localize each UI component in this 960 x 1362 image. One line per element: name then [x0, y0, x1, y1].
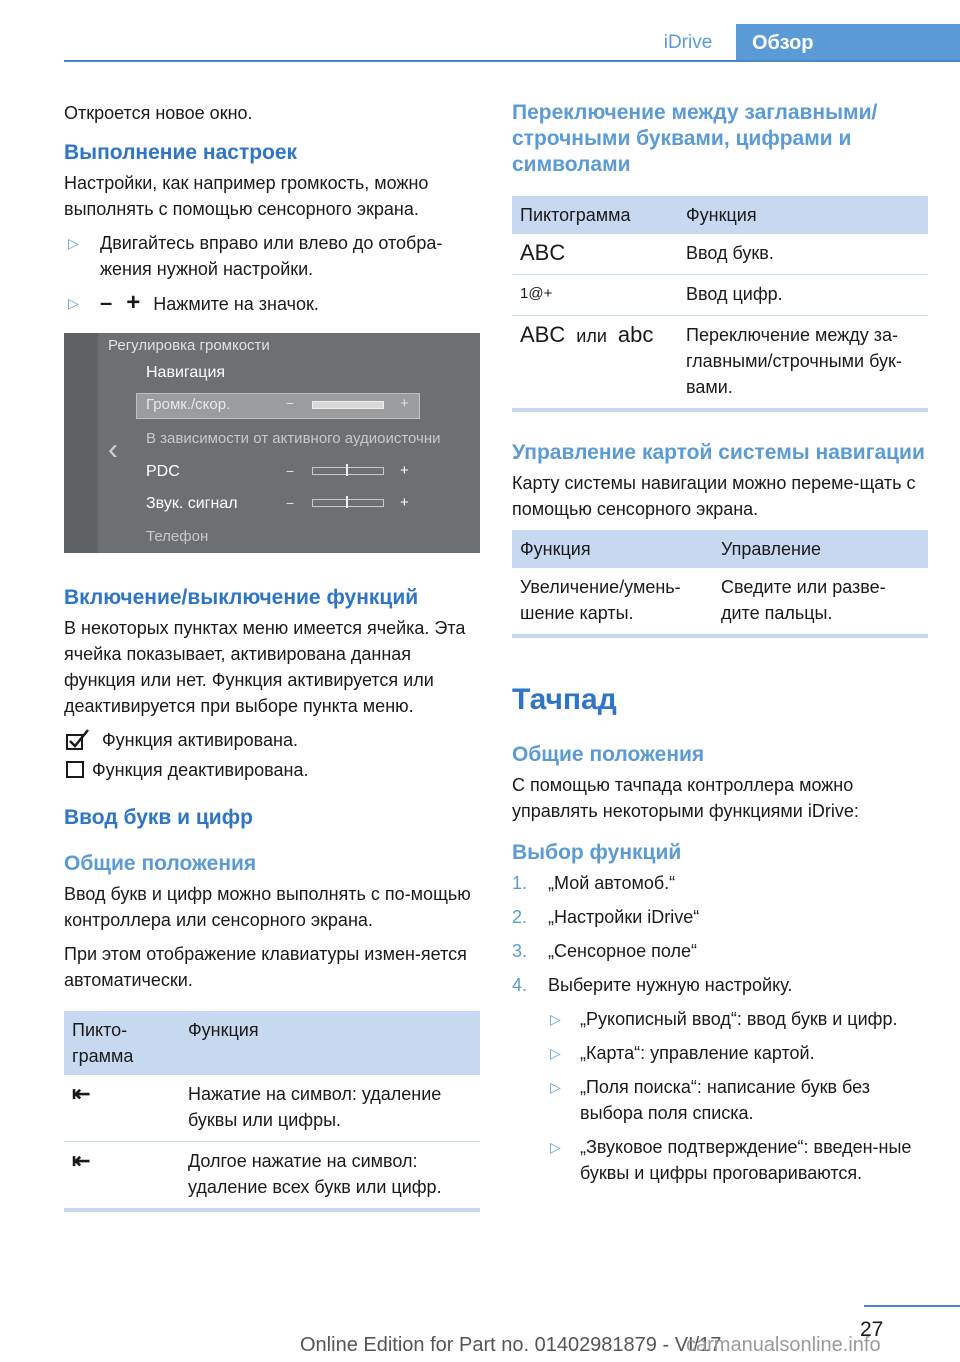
map-table: [512, 530, 928, 634]
switch-heading: Переключение между заглавными/строчными буквами, цифрами и символами: [512, 101, 878, 176]
settings-text: Настройки, как например громкость, можно выполнять с помощью сенсорного экрана.: [64, 173, 429, 219]
header-rule: [64, 60, 960, 62]
inactive-row: [64, 757, 480, 787]
footer-rule: [864, 1305, 960, 1307]
sub-bullet-item: [512, 1006, 928, 1032]
triangle-bullet-icon: ▷: [550, 1079, 561, 1095]
step-text: „Сенсорное поле“: [548, 941, 698, 961]
active-row: [64, 727, 480, 757]
delete-icon: ⇤: [72, 1148, 91, 1173]
volume-screen-image: [64, 333, 480, 553]
step-number: 1.: [512, 873, 528, 893]
general-heading: Общие положения: [64, 852, 257, 875]
table-header-function: Функция: [678, 196, 928, 234]
keyboard-text: При этом отображение клавиатуры измен‐яется автоматически.: [64, 944, 467, 990]
sub-bullet-item: [512, 1134, 928, 1186]
screen-plus-icon: +: [400, 494, 409, 511]
tp-general-heading: Общие положения: [512, 743, 705, 766]
toggle-heading: Включение/выключение функций: [64, 586, 419, 609]
list-item: [512, 904, 928, 930]
triangle-bullet-icon: ▷: [550, 1045, 561, 1061]
empty-box-icon: [66, 761, 86, 781]
pdc-slider: [312, 467, 384, 475]
list-item: [512, 870, 928, 896]
table-header-pictogram: Пикто‐грамма: [64, 1011, 180, 1075]
back-chevron-icon: ‹: [108, 433, 118, 466]
signal-slider: [312, 499, 384, 507]
table-cell: Увеличение/умень‐шение карты.: [520, 577, 681, 623]
watermark-text: carmanualsonline.info: [686, 1334, 881, 1356]
table-cell: Ввод цифр.: [678, 275, 928, 316]
right-column: [512, 100, 928, 1194]
tp-general-text: С помощью тачпада контроллера можно управлять некоторыми функциями iDrive:: [512, 775, 859, 821]
page-number: 27: [860, 1318, 884, 1341]
plus-icon: +: [126, 289, 141, 316]
abc-lowercase-icon: abc: [617, 322, 654, 347]
volume-slider: [312, 401, 384, 409]
table-row: [512, 234, 928, 275]
list-item: [512, 972, 928, 998]
triangle-bullet-icon: ▷: [68, 235, 79, 251]
header-tab-idrive: iDrive: [663, 32, 713, 53]
sub-bullet-text: „Звуковое подтверждение“: введен‐ные буквы и цифры проговариваются.: [580, 1137, 912, 1183]
triangle-bullet-icon: ▷: [68, 295, 79, 311]
screen-plus-icon: +: [400, 462, 409, 479]
general-text: Ввод букв и цифр можно выполнять с по‐мощью контроллера или сенсорного экрана.: [64, 884, 471, 930]
checked-box-icon: [66, 729, 92, 751]
header-tab-overview: Обзор: [736, 24, 960, 62]
case-toggle-cell: [512, 316, 678, 409]
table-end-rule: [512, 634, 928, 638]
active-text: Функция активирована.: [102, 730, 298, 750]
screen-item-pdc: PDC: [146, 463, 180, 480]
screen-title: Регулировка громкости: [108, 337, 270, 354]
table-row: [512, 316, 928, 409]
table-header-function: Функция: [180, 1011, 480, 1075]
bullet-item: [64, 230, 480, 282]
table-end-rule: [512, 408, 928, 412]
table-row: [64, 1075, 480, 1142]
or-text: или: [576, 326, 607, 346]
bullet-item: [64, 290, 480, 317]
step-text: „Мой автомоб.“: [548, 873, 676, 893]
numbers-symbols-icon: 1@+: [512, 275, 678, 316]
table-header-control: Управление: [713, 530, 928, 568]
sub-bullet-item: [512, 1074, 928, 1126]
inactive-text: Функция деактивирована.: [92, 760, 309, 780]
settings-heading: Выполнение настроек: [64, 141, 298, 164]
map-heading: Управление картой системы навигации: [512, 441, 925, 464]
table-cell: Сведите или разве‐дите пальцы.: [721, 577, 886, 623]
table-cell: Ввод букв.: [678, 234, 928, 275]
screen-minus-icon: −: [286, 495, 295, 511]
screen-item-signal: Звук. сигнал: [146, 495, 238, 512]
list-item: [512, 938, 928, 964]
slider-marker: [346, 496, 348, 508]
delete-icon: ⇤: [64, 1075, 180, 1142]
sub-bullet-text: „Карта“: управление картой.: [580, 1043, 815, 1063]
touchpad-heading: Тачпад: [512, 683, 617, 716]
screen-item-navigation: Навигация: [146, 364, 226, 381]
select-heading: Выбор функций: [512, 841, 682, 864]
screen-item-volume-speed: Громк./скор.: [146, 396, 231, 413]
edition-text: Online Edition for Part no. 01402981879 - VI/17: [300, 1334, 722, 1356]
table-cell: Долгое нажатие на символ: удаление всех букв или цифр.: [188, 1151, 442, 1197]
table-row: [512, 275, 928, 316]
table-row: [64, 1142, 480, 1209]
table-cell: Переключение между за‐главными/строчными бук‐вами.: [686, 325, 902, 397]
keyboard-switch-table: [512, 196, 928, 408]
abc-uppercase-icon: ABC: [512, 234, 678, 275]
slider-marker: [346, 464, 348, 476]
step-text: Выберите нужную настройку.: [548, 975, 793, 995]
table-cell: Нажатие на символ: удаление буквы или цифры.: [180, 1075, 480, 1142]
step-number: 3.: [512, 941, 528, 961]
triangle-bullet-icon: ▷: [550, 1011, 561, 1027]
input-heading: Ввод букв и цифр: [64, 806, 253, 829]
bullet-text: Двигайтесь вправо или влево до отобра‐жения нужной настройки.: [100, 233, 443, 279]
screen-item-depends: В зависимости от активного аудиоисточни: [146, 430, 441, 447]
bullet-text: Нажмите на значок.: [153, 294, 319, 314]
screen-minus-icon: −: [286, 395, 295, 411]
table-header-function: Функция: [512, 530, 713, 568]
step-number: 2.: [512, 907, 528, 927]
minus-icon: –: [100, 290, 113, 315]
left-column: [64, 100, 480, 1212]
table-end-rule: [64, 1208, 480, 1212]
screen-item-phone: Телефон: [146, 528, 209, 545]
sub-bullet-text: „Поля поиска“: написание букв без выбора поля списка.: [580, 1077, 870, 1123]
screen-minus-icon: −: [286, 463, 295, 479]
abc-uppercase-icon: ABC: [520, 322, 566, 347]
step-number: 4.: [512, 975, 528, 995]
sub-bullet-item: [512, 1040, 928, 1066]
step-text: „Настройки iDrive“: [548, 907, 700, 927]
intro-text: Откроется новое окно.: [64, 103, 253, 123]
map-text: Карту системы навигации можно переме‐щать с помощью сенсорного экрана.: [512, 473, 916, 519]
sub-bullet-text: „Рукописный ввод“: ввод букв и цифр.: [580, 1009, 898, 1029]
screen-left-pane: [64, 333, 98, 553]
table-row: [512, 568, 928, 634]
toggle-text: В некоторых пунктах меню имеется ячейка. Эта ячейка показывает, активирована данная функция или нет. Функция активируется или деактивируется при выборе пункта меню.: [64, 618, 466, 716]
screen-plus-icon: +: [400, 395, 409, 412]
delete-table: [64, 1011, 480, 1208]
triangle-bullet-icon: ▷: [550, 1139, 561, 1155]
table-header-pictogram: Пиктограмма: [512, 196, 678, 234]
